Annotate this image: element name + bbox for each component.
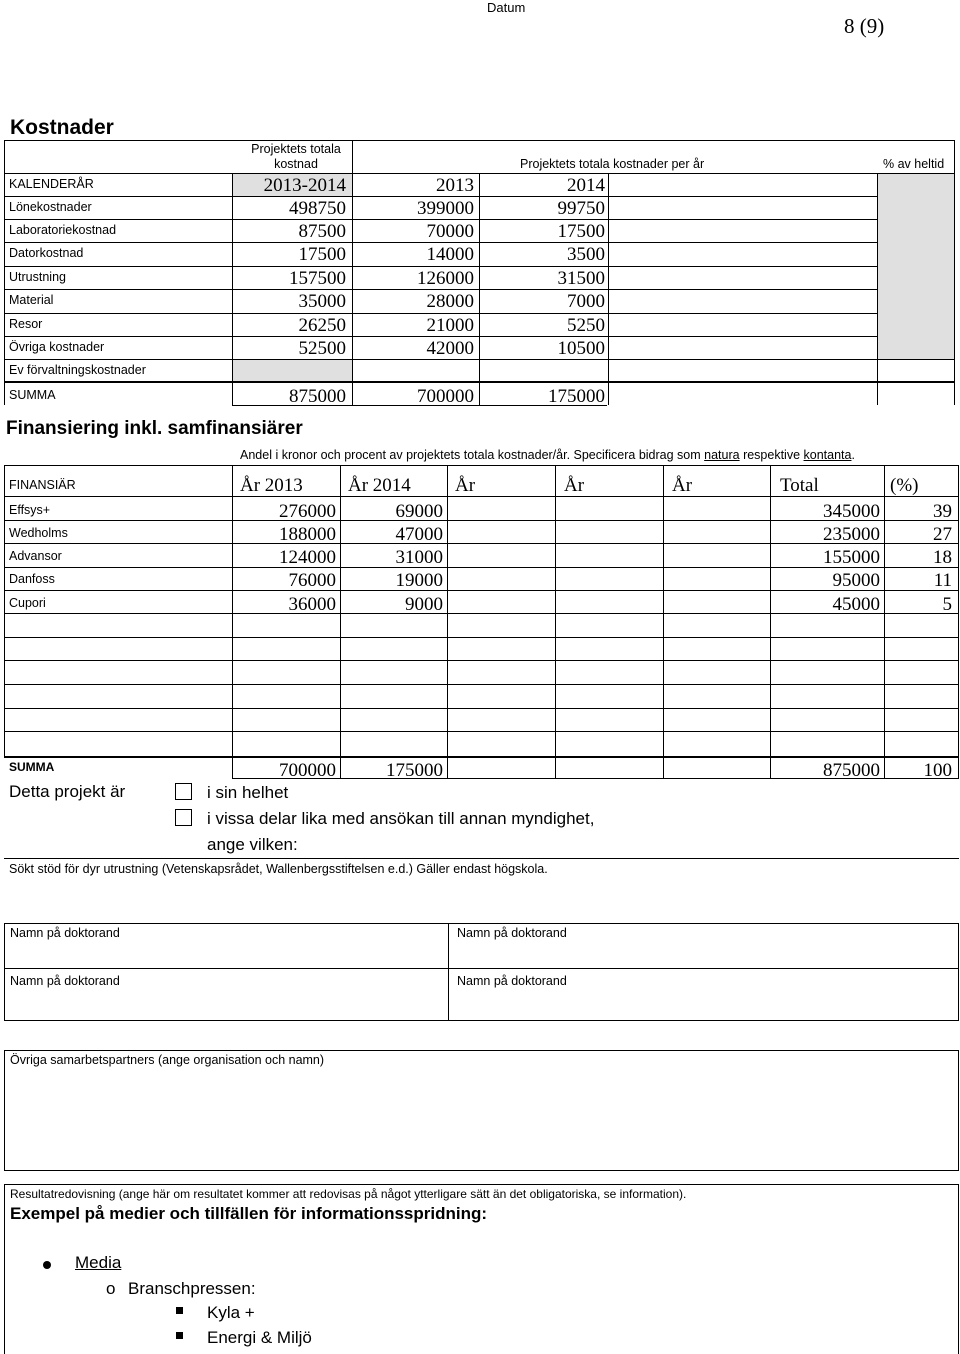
cell-percent: 18	[933, 547, 952, 568]
bullet-icon	[43, 1261, 51, 1269]
doktorand-field[interactable]: Namn på doktorand	[457, 974, 567, 988]
projekt-label: Detta projekt är	[9, 782, 126, 801]
helhet-label: i sin helhet	[207, 783, 289, 802]
cell-year1: 70000	[426, 221, 474, 242]
cell-year2: 175000	[548, 386, 605, 407]
cell-ar-2013: 76000	[288, 570, 336, 591]
branschpressen-label: Branschpressen:	[128, 1279, 256, 1298]
circle-bullet-icon: o	[106, 1279, 116, 1298]
cell-year1: 2013	[436, 175, 474, 196]
ovriga-section[interactable]	[4, 1050, 959, 1171]
cell-year1: 42000	[426, 338, 474, 359]
col-total: Total	[780, 475, 819, 496]
cell-ar-2013: 700000	[279, 760, 336, 781]
cell-year2: 99750	[557, 198, 605, 219]
cell-ar-2013: 36000	[288, 594, 336, 615]
cell-year1: 700000	[417, 386, 474, 407]
cell-total: 35000	[298, 291, 346, 312]
sokt-stod-text: Sökt stöd för dyr utrustning (Vetenskapsrådet, Wallenbergsstiftelsen e.d.) Gäller endast högskola.	[9, 862, 548, 876]
col-ar-4: År	[564, 475, 585, 496]
helhet-checkbox[interactable]	[175, 783, 192, 800]
cell-total: 157500	[289, 268, 346, 289]
kostnader-title: Kostnader	[10, 116, 114, 139]
cell-year2: 3500	[567, 244, 605, 265]
cell-year1: 14000	[426, 244, 474, 265]
cell-percent: 5	[942, 594, 952, 615]
finansiering-title: Finansiering inkl. samfinansiärer	[6, 418, 303, 439]
cell-year1: 399000	[417, 198, 474, 219]
row-label: Ev förvaltningskostnader	[9, 363, 146, 377]
summa-label: SUMMA	[9, 760, 55, 774]
doktorand-field[interactable]: Namn på doktorand	[10, 974, 120, 988]
finansiering-subtitle: Andel i kronor och procent av projektets totala kostnader/år. Specificera bidrag som natura respektive kontanta.	[240, 448, 855, 462]
col-ar-2014: År 2014	[348, 475, 411, 496]
cell-percent: 39	[933, 501, 952, 522]
cell-total: 345000	[823, 501, 880, 522]
cell-year1: 126000	[417, 268, 474, 289]
cell-percent: 27	[933, 524, 952, 545]
cell-year1: 21000	[426, 315, 474, 336]
cell-ar-2014: 31000	[395, 547, 443, 568]
vissa-delar-label: i vissa delar lika med ansökan till annan myndighet,	[207, 809, 595, 828]
row-label: Övriga kostnader	[9, 340, 105, 354]
cell-total: 26250	[298, 315, 346, 336]
page-number: 8 (9)	[844, 14, 885, 38]
cell-year2: 2014	[567, 175, 605, 196]
cell-ar-2014: 9000	[405, 594, 443, 615]
cell-ar-2013: 124000	[279, 547, 336, 568]
row-label: Resor	[9, 317, 43, 331]
cell-ar-2013: 276000	[279, 501, 336, 522]
cell-total: 87500	[298, 221, 346, 242]
col-peryear-header: Projektets totala kostnader per år	[520, 157, 705, 171]
cell-total: 235000	[823, 524, 880, 545]
cell-ar-2013: 188000	[279, 524, 336, 545]
row-label: Lönekostnader	[9, 200, 92, 214]
list-item: Energi & Miljö	[207, 1328, 312, 1347]
doktorand-field[interactable]: Namn på doktorand	[10, 926, 120, 940]
cell-ar-2014: 47000	[395, 524, 443, 545]
finansiar-name: Advansor	[9, 549, 62, 563]
col-ar-3: År	[455, 475, 476, 496]
finansiar-name: Danfoss	[9, 572, 55, 586]
resultat-intro: Resultatredovisning (ange här om resultatet kommer att redovisas på något ytterligare sätt än det obligatoriska, se information).	[10, 1187, 687, 1201]
row-label: Material	[9, 293, 54, 307]
cell-year2: 31500	[557, 268, 605, 289]
cell-year2: 5250	[567, 315, 605, 336]
col-percent: (%)	[890, 475, 919, 496]
medier-heading: Exempel på medier och tillfällen för informationsspridning:	[10, 1204, 488, 1223]
cell-total: 45000	[832, 594, 880, 615]
finansiar-name: Effsys+	[9, 503, 51, 517]
doktorand-field[interactable]: Namn på doktorand	[457, 926, 567, 940]
cell-ar-2014: 69000	[395, 501, 443, 522]
cell-year2: 17500	[557, 221, 605, 242]
finansiar-name: Wedholms	[9, 526, 68, 540]
ovriga-label: Övriga samarbetspartners (ange organisation och namn)	[10, 1053, 325, 1067]
datum-label: Datum	[487, 0, 526, 15]
cell-year1: 28000	[426, 291, 474, 312]
cell-total: 52500	[298, 338, 346, 359]
square-bullet-icon	[176, 1307, 183, 1314]
cell-total: 17500	[298, 244, 346, 265]
media-link[interactable]: Media	[75, 1253, 122, 1272]
col-total-header: Projektets totala kostnad	[251, 142, 341, 171]
row-label: Laboratoriekostnad	[9, 223, 117, 237]
row-label: KALENDERÅR	[9, 177, 94, 191]
cell-percent: 11	[933, 570, 952, 591]
square-bullet-icon	[176, 1332, 183, 1339]
cell-year2: 7000	[567, 291, 605, 312]
cell-total: 875000	[289, 386, 346, 407]
finansiar-header: FINANSIÄR	[9, 478, 76, 492]
col-ar-2013: År 2013	[240, 475, 303, 496]
row-label: SUMMA	[9, 388, 56, 402]
vissa-delar-checkbox[interactable]	[175, 809, 192, 826]
row-label: Datorkostnad	[9, 246, 84, 260]
cell-percent: 100	[923, 760, 952, 781]
cell-ar-2014: 19000	[395, 570, 443, 591]
cell-total: 875000	[823, 760, 880, 781]
cell-total: 95000	[832, 570, 880, 591]
col-percent-header: % av heltid	[883, 157, 945, 171]
cell-total: 498750	[289, 198, 346, 219]
row-label: Utrustning	[9, 270, 66, 284]
cell-total: 2013-2014	[263, 175, 346, 196]
cell-ar-2014: 175000	[386, 760, 443, 781]
ange-vilken-label: ange vilken:	[207, 835, 298, 854]
finansiar-name: Cupori	[9, 596, 46, 610]
cell-total: 155000	[823, 547, 880, 568]
list-item: Kyla +	[207, 1303, 255, 1322]
col-ar-5: År	[672, 475, 693, 496]
cell-year2: 10500	[557, 338, 605, 359]
